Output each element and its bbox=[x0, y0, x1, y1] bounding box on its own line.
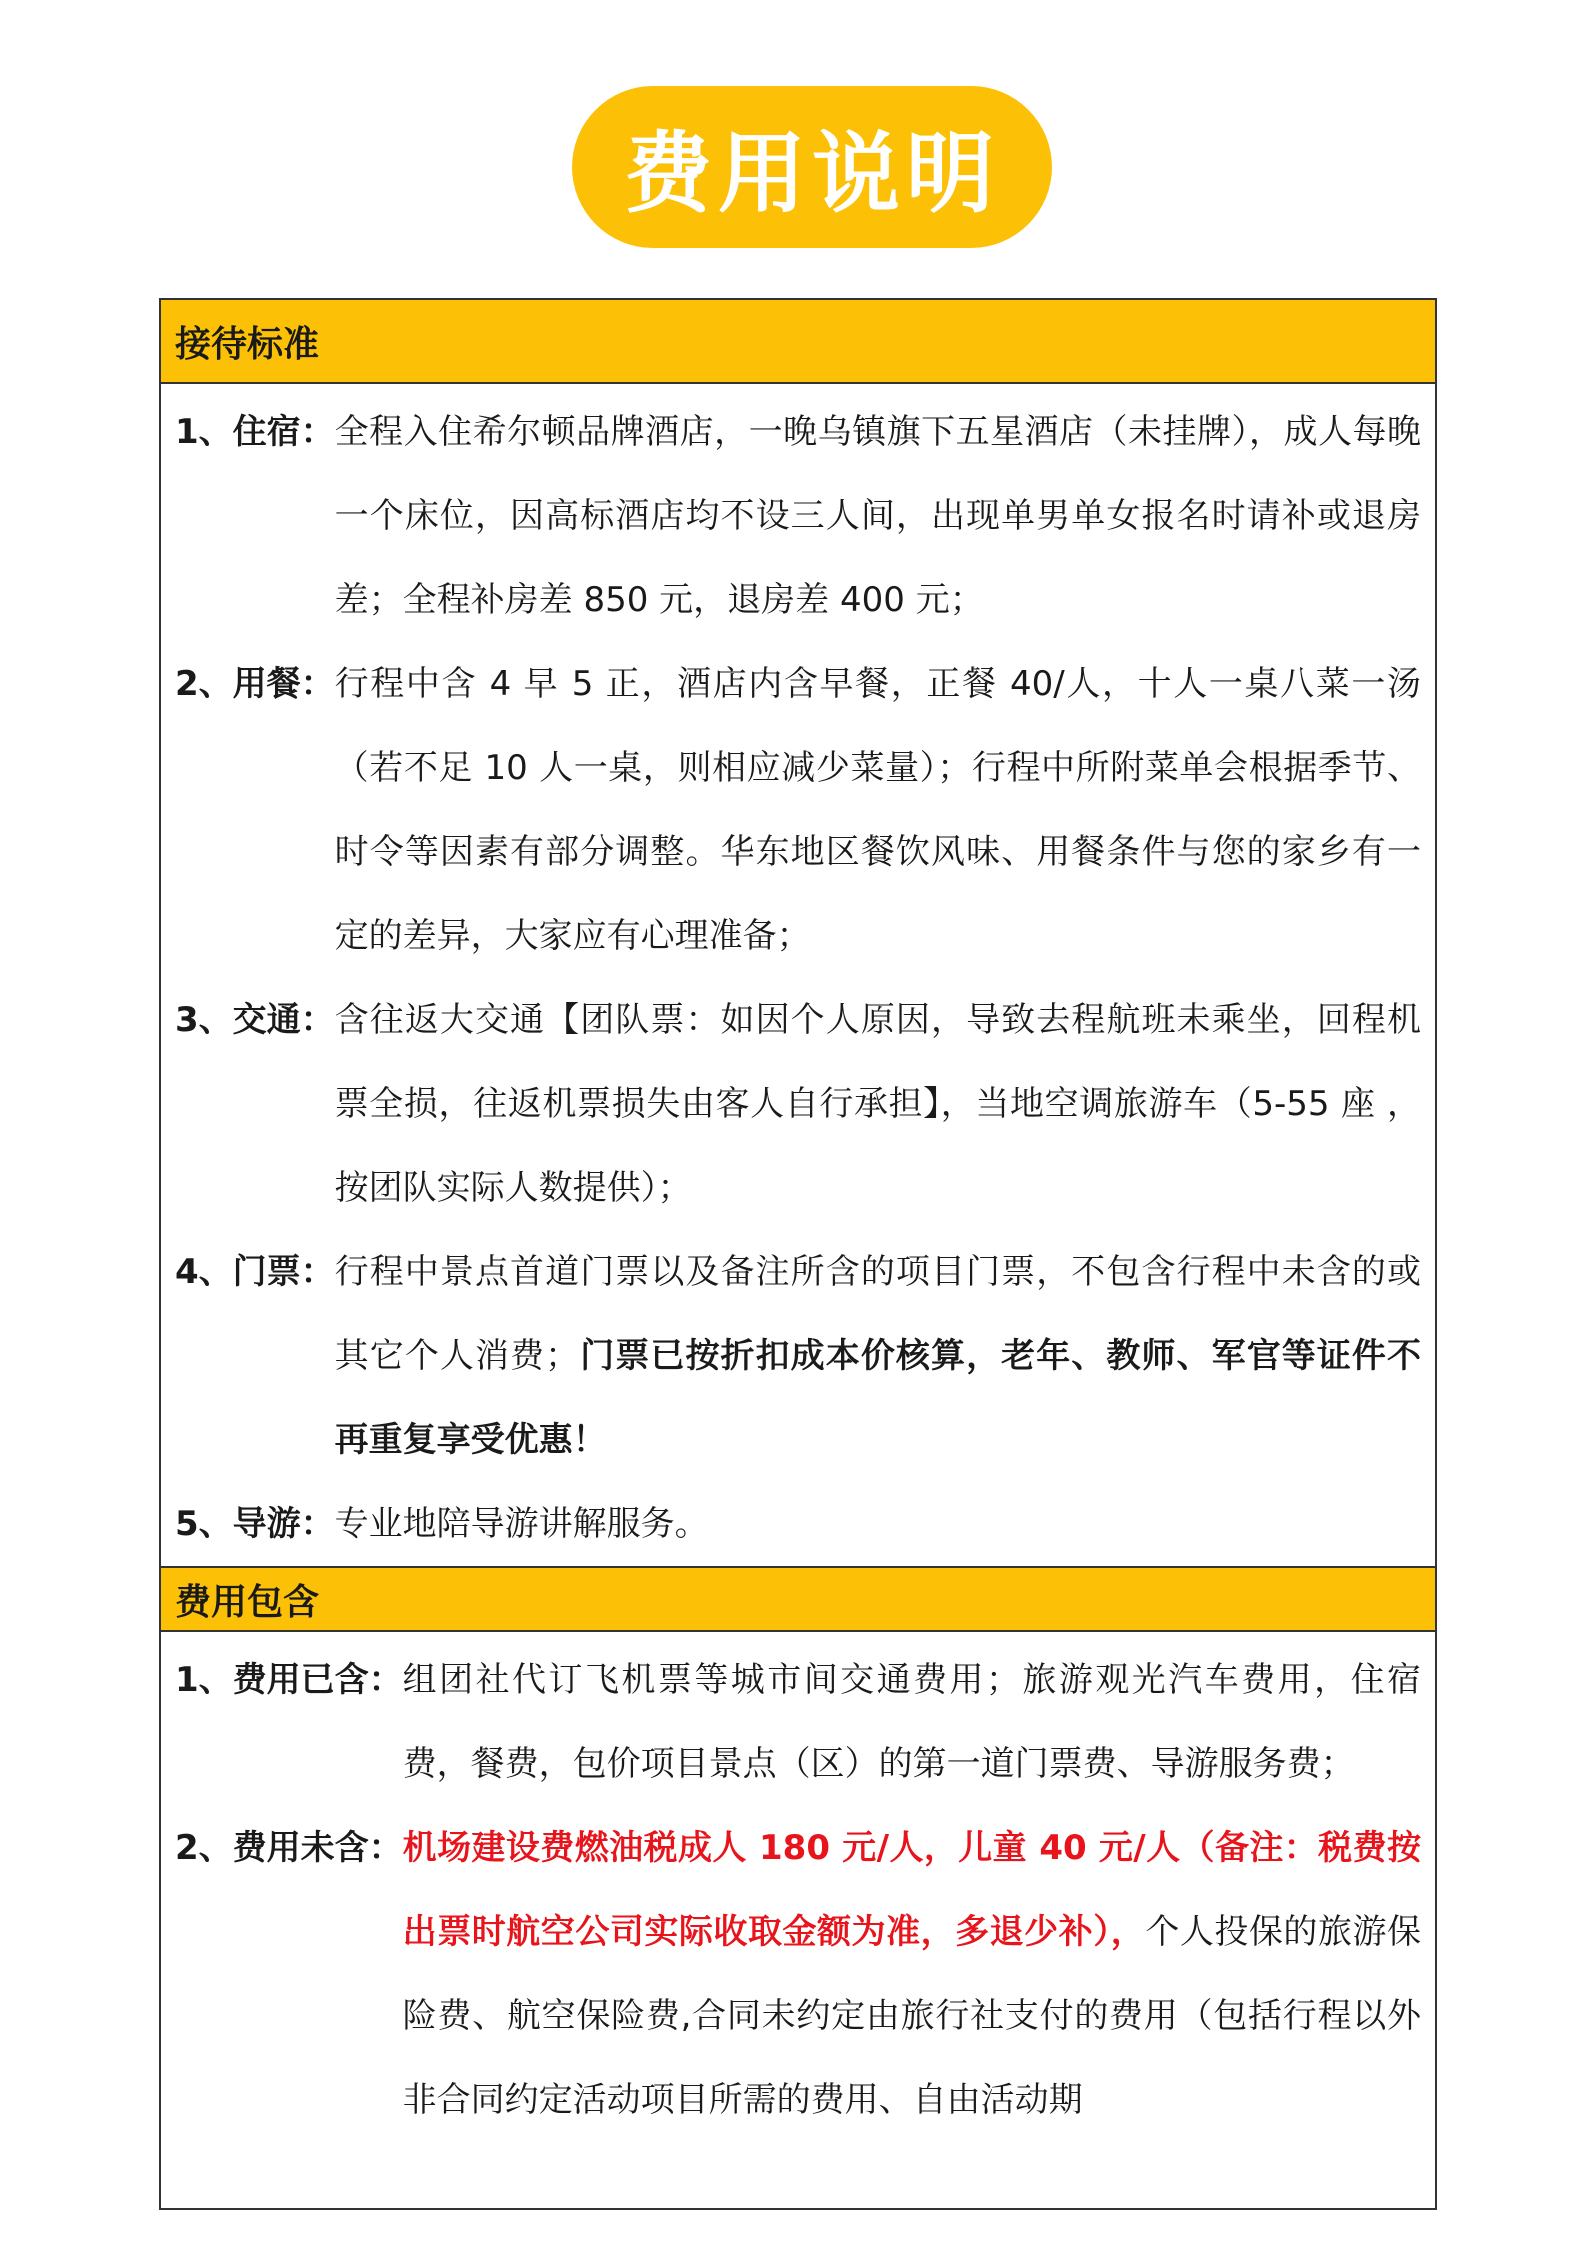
section-body-fees bbox=[161, 1632, 1435, 2142]
item-fees-excluded bbox=[175, 1806, 1421, 2142]
item-label: 4、门票： bbox=[175, 1252, 335, 1292]
item-text: 行程中含 4 早 5 正，酒店内含早餐，正餐 40/人，十人一桌八菜一汤（若不足 10 人一桌，则相应减少菜量）；行程中所附菜单会根据季节、时令等因素有部分调整。华东地区餐饮风味、用餐条件与您的家乡有一定的差异，大家应有心理准备； bbox=[334, 664, 1421, 956]
item-label: 3、交通： bbox=[175, 1000, 335, 1040]
item-text: 含往返大交通【团队票：如因个人原因，导致去程航班未乘坐，回程机票全损，往返机票损失由客人自行承担】，当地空调旅游车（5-55 座 ，按团队实际人数提供）； bbox=[334, 1000, 1421, 1208]
item-label: 5、导游： bbox=[175, 1504, 335, 1544]
item-fees-included bbox=[175, 1638, 1421, 1806]
item-label: 1、费用已含： bbox=[175, 1660, 403, 1700]
item-label: 2、费用未含： bbox=[175, 1828, 403, 1868]
item-label: 2、用餐： bbox=[175, 664, 335, 704]
fee-table bbox=[159, 298, 1437, 2210]
item-tickets bbox=[175, 1230, 1421, 1482]
item-label: 1、住宿： bbox=[175, 412, 335, 452]
item-text: 行程中景点首道门票以及备注所含的项目门票，不包含行程中未含的或其它个人消费； bbox=[334, 1252, 1421, 1376]
item-meals bbox=[175, 642, 1421, 978]
item-bold-note: 门票已按折扣成本价核算，老年、教师、军官等证件不再重复享受优惠！ bbox=[334, 1336, 1422, 1460]
item-text-wrap bbox=[335, 1230, 1421, 1482]
section-heading-fees: 费用包含 bbox=[161, 1566, 1435, 1632]
title-banner bbox=[572, 86, 1052, 248]
section-body-standard bbox=[161, 384, 1435, 1566]
item-text: 个人投保的旅游保险费、航空保险费,合同未约定由旅行社支付的费用（包括行程以外非合同约定活动项目所需的费用、自由活动期 bbox=[402, 1912, 1422, 2120]
item-text-wrap bbox=[403, 1806, 1421, 2142]
section-heading-standard: 接待标准 bbox=[161, 300, 1435, 384]
item-guide bbox=[175, 1482, 1421, 1566]
item-text: 全程入住希尔顿品牌酒店，一晚乌镇旗下五星酒店（未挂牌），成人每晚一个床位，因高标酒店均不设三人间，出现单男单女报名时请补或退房差；全程补房差 850 元，退房差 400 元； bbox=[334, 412, 1421, 620]
item-transport bbox=[175, 978, 1421, 1230]
item-text: 专业地陪导游讲解服务。 bbox=[334, 1504, 709, 1544]
page-title: 费用说明 bbox=[623, 121, 1000, 225]
item-red-note: 机场建设费燃油税成人 180 元/人，儿童 40 元/人（备注：税费按出票时航空公司实际收取金额为准，多退少补）， bbox=[402, 1828, 1421, 1952]
item-text: 组团社代订飞机票等城市间交通费用；旅游观光汽车费用，住宿费，餐费，包价项目景点（区）的第一道门票费、导游服务费； bbox=[402, 1660, 1421, 1784]
item-lodging bbox=[175, 390, 1421, 642]
